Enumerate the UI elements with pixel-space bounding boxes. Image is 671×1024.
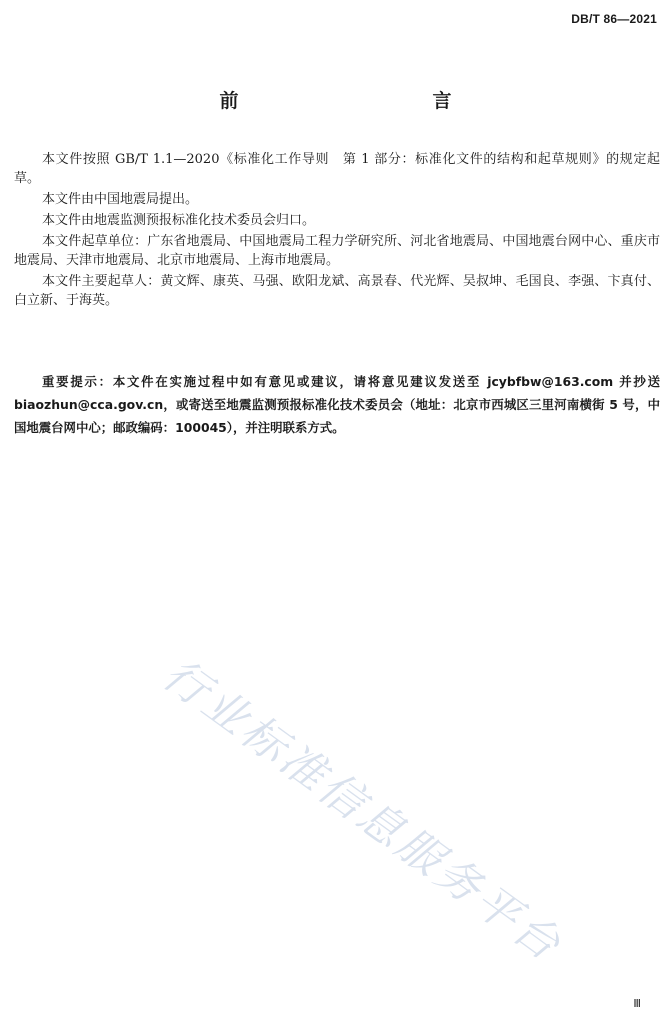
paragraph-centralized-by: 本文件由地震监测预报标准化技术委员会归口。	[42, 213, 316, 228]
foreword-body	[14, 150, 660, 312]
important-notice: 重要提示：本文件在实施过程中如有意见或建议，请将意见建议发送至 jcybfbw@163.com 并抄送 biaozhun@cca.gov.cn，或寄送至地震监测预报标准化技术委员会（地址：北京市西城区三里河南横街 5 号，中国地震台网中心；邮政编码：100045），并注明联系方式。	[14, 374, 660, 435]
watermark: 行业标准信息服务平台	[153, 648, 572, 973]
paragraph-proposer: 本文件由中国地震局提出。	[42, 192, 199, 207]
paragraph-drafting-units: 本文件起草单位：广东省地震局、中国地震局工程力学研究所、河北省地震局、中国地震台网中心、重庆市地震局、天津市地震局、北京市地震局、上海市地震局。	[14, 234, 660, 268]
standard-code: DB/T 86—2021	[571, 12, 657, 26]
page-number: Ⅲ	[633, 998, 641, 1010]
page-title: 前 言	[219, 90, 504, 112]
paragraph-drafting-basis: 本文件按照 GB/T 1.1—2020《标准化工作导则 第 1 部分：标准化文件的结构和起草规则》的规定起草。	[14, 152, 660, 186]
paragraph-drafters: 本文件主要起草人：黄文辉、康英、马强、欧阳龙斌、高景春、代光辉、吴叔坤、毛国良、李强、卞真付、白立新、于海英。	[14, 274, 660, 308]
